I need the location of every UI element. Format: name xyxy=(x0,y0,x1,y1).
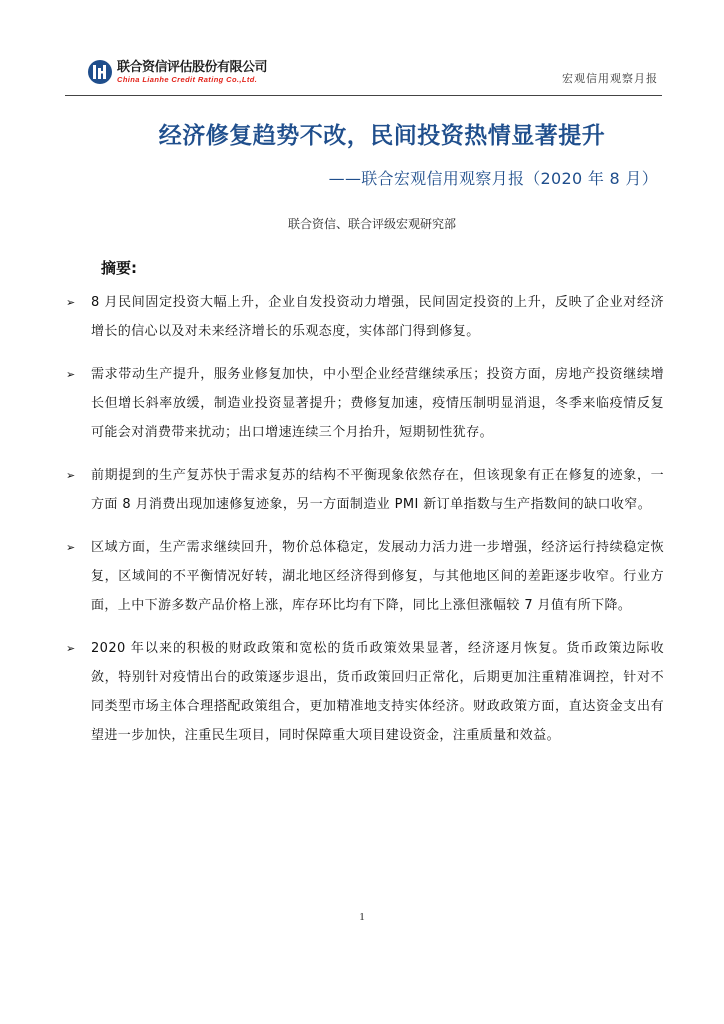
authors-line: 联合资信、联合评级宏观研究部 xyxy=(287,217,456,231)
header-divider xyxy=(65,95,662,96)
bullet-text: 前期提到的生产复苏快于需求复苏的结构不平衡现象依然存在，但该现象有正在修复的迹象，一方面 8 月消费出现加速修复迹象，另一方面制造业 PMI 新订单指数与生产指数间的缺口收窄。 xyxy=(91,468,664,512)
page-number: 1 xyxy=(359,911,365,923)
company-logo xyxy=(87,55,267,89)
abstract-list xyxy=(64,288,664,750)
bullet-text: 区域方面，生产需求继续回升，物价总体稳定，发展动力活力进一步增强，经济运行持续稳定恢复，区域间的不平衡情况好转，湖北地区经济得到修复，与其他地区间的差距逐步收窄。行业方面，上中下游多数产品价格上涨，库存环比均有下降，同比上涨但涨幅较 7 月值有所下降。 xyxy=(91,540,664,613)
list-item xyxy=(64,461,664,519)
list-item xyxy=(64,533,664,620)
logo-company-name-cn: 联合资信评估股份有限公司 xyxy=(117,60,268,75)
page-title: 经济修复趋势不改，民间投资热情显著提升 xyxy=(158,123,606,149)
report-type-label: 宏观信用观察月报 xyxy=(562,72,658,85)
bullet-text: 8 月民间固定投资大幅上升，企业自发投资动力增强，民间固定投资的上升，反映了企业对经济增长的信心以及对未来经济增长的乐观态度，实体部门得到修复。 xyxy=(91,295,664,339)
page-subtitle: ——联合宏观信用观察月报（2020 年 8 月） xyxy=(328,169,658,188)
arrow-bullet-icon: ➢ xyxy=(66,541,76,554)
list-item xyxy=(64,288,664,346)
logo-company-name-en: China Lianhe Credit Rating Co.,Ltd. xyxy=(117,75,258,84)
arrow-bullet-icon: ➢ xyxy=(66,296,76,309)
lianhe-logo-icon xyxy=(87,59,113,85)
arrow-bullet-icon: ➢ xyxy=(66,368,76,381)
abstract-heading: 摘要: xyxy=(101,259,137,277)
list-item xyxy=(64,634,664,750)
bullet-text: 需求带动生产提升，服务业修复加快，中小型企业经营继续承压；投资方面，房地产投资继续增长但增长斜率放缓，制造业投资显著提升；费修复加速，疫情压制明显消退，冬季来临疫情反复可能会对消费带来扰动；出口增速连续三个月抬升，短期韧性犹存。 xyxy=(91,367,664,440)
arrow-bullet-icon: ➢ xyxy=(66,642,76,655)
list-item xyxy=(64,360,664,447)
bullet-text: 2020 年以来的积极的财政政策和宽松的货币政策效果显著，经济逐月恢复。货币政策边际收敛，特别针对疫情出台的政策逐步退出，货币政策回归正常化，后期更加注重精准调控，针对不同类型市场主体合理搭配政策组合，更加精准地支持实体经济。财政政策方面，直达资金支出有望进一步加快，注重民生项目，同时保障重大项目建设资金，注重质量和效益。 xyxy=(91,641,664,743)
arrow-bullet-icon: ➢ xyxy=(66,469,76,482)
